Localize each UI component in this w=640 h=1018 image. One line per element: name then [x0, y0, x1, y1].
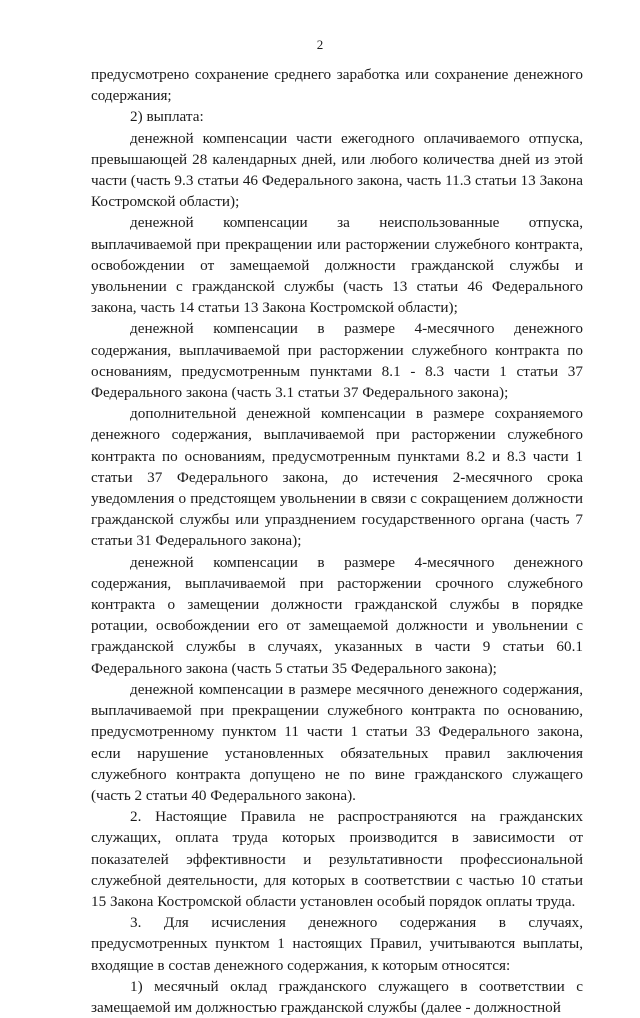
paragraph-rule-3: 3. Для исчисления денежного содержания в случаях, предусмотренных пунктом 1 настоящих Правил, учитываются выплаты, входящие в состав денежного содержания, к которым относятся:	[91, 914, 583, 974]
paragraph-continuation: предусмотрено сохранение среднего заработка или сохранение денежного содержания;	[91, 66, 583, 105]
page-number: 2	[316, 37, 324, 52]
document-body	[91, 64, 583, 1018]
paragraph-additional-compensation: дополнительной денежной компенсации в размере сохраняемого денежного содержания, выплачиваемой при расторжении служебного контракта по основаниям, предусмотренным пунктами 8.2 и 8.3 части 1 статьи 37 Федерального закона, до истечения 2-месячного срока уведомления о предстоящем увольнении в связи с сокращением должности гражданской службы или упразднением государственного органа (часть 7 статьи 31 Федерального закона);	[91, 405, 583, 550]
paragraph-monthly-compensation: денежной компенсации в размере месячного денежного содержания, выплачиваемой при прекращении служебного контракта по основанию, предусмотренному пунктом 11 части 1 статьи 33 Федерального закона, если нарушение установленных обязательных правил заключения служебного контракта допущено не по вине гражданского служащего (часть 2 статьи 40 Федерального закона).	[91, 680, 583, 804]
paragraph-vacation-compensation: денежной компенсации части ежегодного оплачиваемого отпуска, превышающей 28 календарных дней, или любого количества дней из этой части (часть 9.3 статьи 46 Федерального закона, часть 11.3 статьи 13 Закона Костромской области);	[91, 129, 583, 211]
paragraph-payment-heading: 2) выплата:	[130, 108, 204, 126]
paragraph-rule-3-item-1: 1) месячный оклад гражданского служащего в соответствии с замещаемой им должностью гражданской службы (далее - должностной	[91, 977, 583, 1016]
paragraph-rule-2: 2. Настоящие Правила не распространяются на гражданских служащих, оплата труда которых производится в зависимости от показателей эффективности и результативности профессиональной служебной деятельности, для которых в соответствии с частью 10 статьи 15 Закона Костромской области установлен особый порядок оплаты труда.	[91, 808, 583, 910]
paragraph-unused-vacation-compensation: денежной компенсации за неиспользованные отпуска, выплачиваемой при прекращении или расторжении служебного контракта, освобождении от замещаемой должности гражданской службы и увольнении с гражданской службы (часть 13 статьи 46 Федерального закона, часть 14 статьи 13 Закона Костромской области);	[91, 214, 583, 317]
paragraph-rotation-compensation: денежной компенсации в размере 4-месячного денежного содержания, выплачиваемой при расторжении срочного служебного контракта о замещении должности гражданской службы в порядке ротации, освобождении его от замещаемой должности и увольнении с гражданской службы в случаях, указанных в части 9 статьи 60.1 Федерального закона (часть 5 статьи 35 Федерального закона);	[91, 553, 583, 677]
paragraph-four-month-compensation: денежной компенсации в размере 4-месячного денежного содержания, выплачиваемой при расторжении служебного контракта по основаниям, предусмотренным пунктами 8.1 - 8.3 части 1 статьи 37 Федерального закона (часть 3.1 статьи 37 Федерального закона);	[91, 320, 583, 402]
